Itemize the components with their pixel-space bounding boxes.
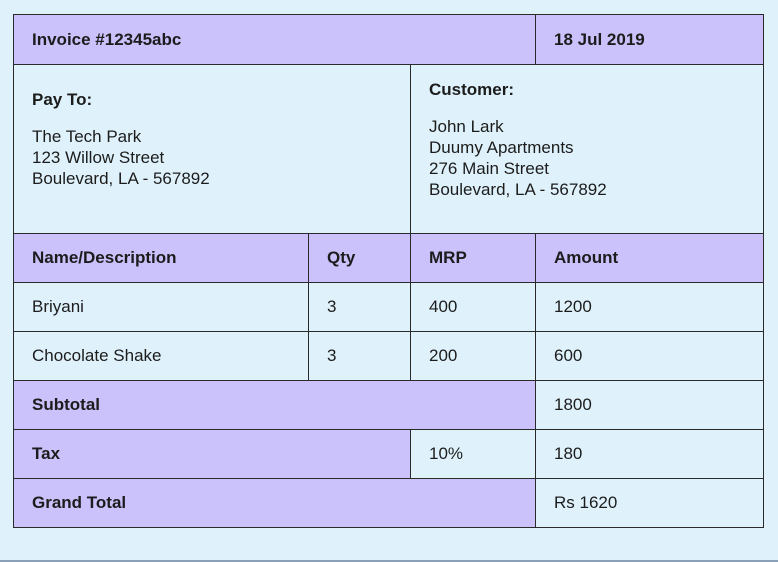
subtotal-value: 1800 <box>536 381 764 430</box>
customer-line: Duumy Apartments <box>429 138 574 157</box>
item-name: Briyani <box>14 283 309 332</box>
col-header-qty: Qty <box>309 234 411 283</box>
pay-to-label: Pay To: <box>32 90 93 109</box>
column-header-row <box>14 234 764 283</box>
item-qty: 3 <box>309 283 411 332</box>
table-row <box>14 283 764 332</box>
pay-to-line: The Tech Park <box>32 127 142 146</box>
grand-total-row <box>14 479 764 528</box>
customer-line: John Lark <box>429 117 504 136</box>
address-row <box>14 65 764 234</box>
item-qty: 3 <box>309 332 411 381</box>
invoice-number: Invoice #12345abc <box>14 15 536 65</box>
tax-row <box>14 430 764 479</box>
customer-label: Customer: <box>429 80 515 99</box>
tax-label: Tax <box>14 430 411 479</box>
pay-to-line: 123 Willow Street <box>32 148 165 167</box>
subtotal-row <box>14 381 764 430</box>
col-header-name: Name/Description <box>14 234 309 283</box>
item-amount: 1200 <box>536 283 764 332</box>
invoice-table <box>13 14 764 528</box>
customer-block <box>411 65 764 234</box>
subtotal-label: Subtotal <box>14 381 536 430</box>
col-header-mrp: MRP <box>411 234 536 283</box>
grand-total-label: Grand Total <box>14 479 536 528</box>
item-mrp: 400 <box>411 283 536 332</box>
item-amount: 600 <box>536 332 764 381</box>
tax-rate: 10% <box>411 430 536 479</box>
item-name: Chocolate Shake <box>14 332 309 381</box>
pay-to-block <box>14 65 411 234</box>
customer-line: Boulevard, LA - 567892 <box>429 180 607 199</box>
invoice-date: 18 Jul 2019 <box>536 15 764 65</box>
grand-total-value: Rs 1620 <box>536 479 764 528</box>
table-row <box>14 332 764 381</box>
tax-value: 180 <box>536 430 764 479</box>
pay-to-line: Boulevard, LA - 567892 <box>32 169 210 188</box>
col-header-amount: Amount <box>536 234 764 283</box>
customer-line: 276 Main Street <box>429 159 550 178</box>
invoice-header-row <box>14 15 764 65</box>
item-mrp: 200 <box>411 332 536 381</box>
